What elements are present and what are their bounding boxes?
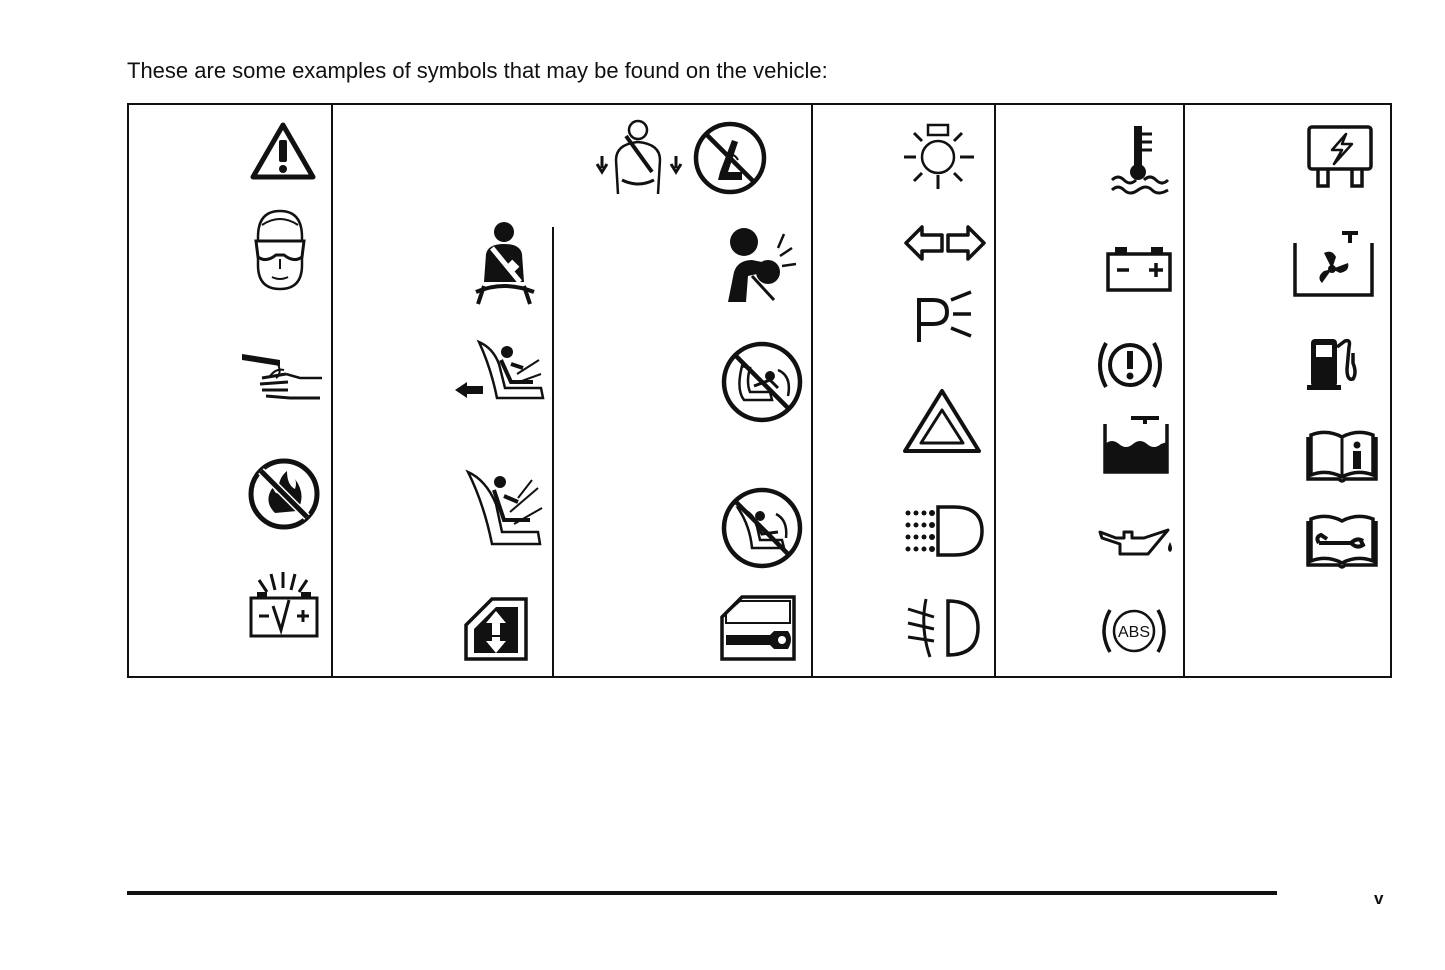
column-divider <box>331 105 333 676</box>
page-number: v <box>1374 889 1384 908</box>
parking-lamps-icon <box>913 290 973 346</box>
power-window-icon <box>462 595 530 663</box>
caution-triangle-icon <box>250 122 316 180</box>
battery-explode-icon <box>245 570 321 640</box>
intro-text: These are some examples of symbols that may be found on the vehicle: <box>127 58 828 83</box>
fuse-box-icon <box>1306 124 1374 190</box>
child-seat-rearward-icon <box>453 338 549 408</box>
no-forward-facing-seat-icon <box>720 486 804 570</box>
master-lighting-icon <box>900 121 976 193</box>
face-goggles-icon <box>250 207 310 293</box>
fog-lamps-icon <box>904 597 984 659</box>
hazard-triangle-icon <box>902 388 982 454</box>
owners-manual-icon <box>1305 429 1379 483</box>
door-lock-icon <box>718 593 798 663</box>
seatbelt-icon <box>470 220 544 310</box>
coolant-temp-icon <box>1108 124 1170 194</box>
column-divider <box>1183 105 1185 676</box>
belt-latch-icon <box>596 116 772 202</box>
abs-icon-text: ABS <box>1117 624 1151 641</box>
daytime-running-lamps-icon <box>902 503 986 559</box>
column-divider <box>552 227 554 676</box>
acid-hand-icon <box>240 348 324 404</box>
no-flame-icon <box>247 457 321 531</box>
battery-icon <box>1105 244 1173 292</box>
brake-icon <box>1098 337 1162 393</box>
airbag-icon <box>722 226 798 306</box>
coolant-fan-icon <box>1292 229 1374 297</box>
abs-icon <box>1102 604 1166 658</box>
footer-rule <box>127 891 1277 895</box>
turn-signals-icon <box>904 223 986 263</box>
oil-can-icon <box>1098 524 1174 560</box>
coolant-icon <box>1101 414 1171 476</box>
service-manual-icon <box>1305 513 1379 569</box>
fuel-pump-icon <box>1305 333 1359 391</box>
child-seat-belt-icon <box>462 468 546 550</box>
column-divider <box>994 105 996 676</box>
column-divider <box>811 105 813 676</box>
no-rear-facing-seat-icon <box>720 340 804 424</box>
